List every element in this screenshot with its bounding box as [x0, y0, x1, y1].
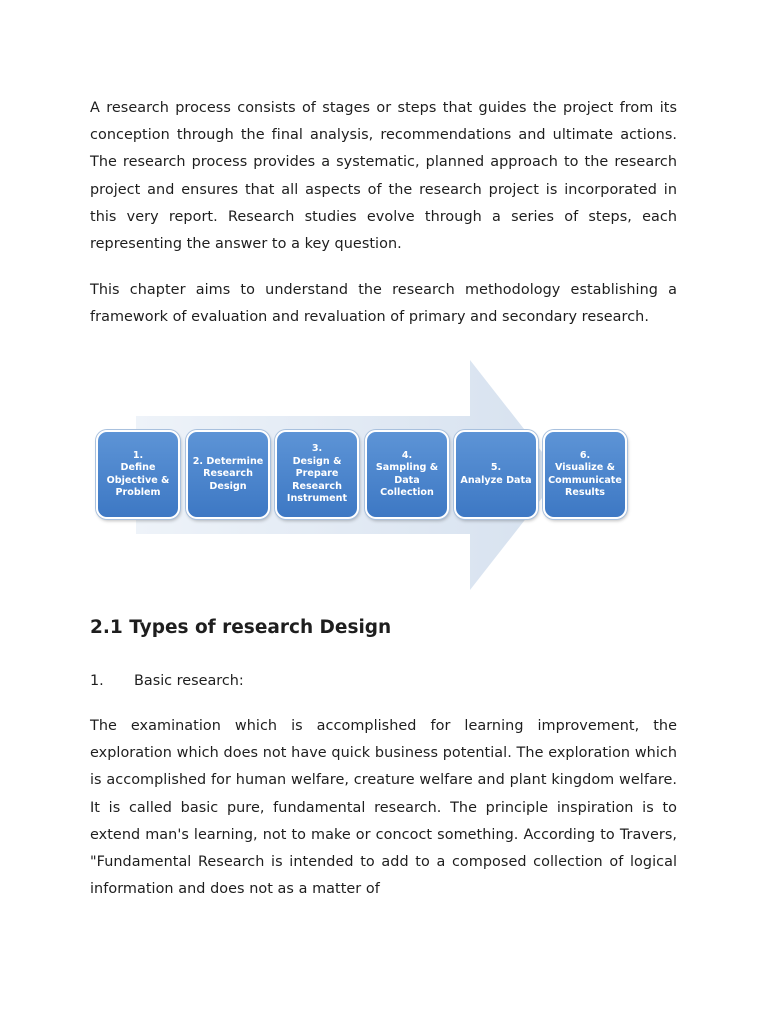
research-process-diagram: [88, 358, 648, 592]
step-6-communicate-results: 6. Visualize & Communicate Results: [543, 430, 627, 519]
intro-paragraph: A research process consists of stages or steps that guides the project from its conception through the final analysis, recommendations and ultimate actions. The research process provides a systematic, planned approach to the research project and ensures that all aspects of the research project is incorporated in this very report. Research studies evolve through a series of steps, each representing the answer to a key question.: [90, 100, 677, 253]
step-3-prepare-instrument: 3. Design & Prepare Research Instrument: [275, 430, 359, 519]
step-4-sampling-collection: 4. Sampling & Data Collection: [365, 430, 449, 519]
chapter-aim-paragraph: This chapter aims to understand the research methodology establishing a framework of evaluation and revaluation of primary and secondary research.: [90, 282, 677, 326]
list-number: 1.: [90, 673, 104, 689]
step-5-analyze-data: 5. Analyze Data: [454, 430, 538, 519]
step-2-determine-design: 2. Determine Research Design: [186, 430, 270, 519]
basic-research-paragraph: The examination which is accomplished for learning improvement, the exploration which does not have quick business potential. The exploration which is accomplished for human welfare, creature welfare and plant kingdom welfare. It is called basic pure, fundamental research. The principle inspiration is to extend man's learning, not to make or concoct something. According to Travers, "Fundamental Research is intended to add to a composed collection of logical information and does not as a matter of: [90, 718, 677, 898]
section-heading: 2.1 Types of research Design: [90, 617, 392, 638]
step-1-define-objective: 1. Define Objective & Problem: [96, 430, 180, 519]
list-text: Basic research:: [134, 673, 244, 689]
